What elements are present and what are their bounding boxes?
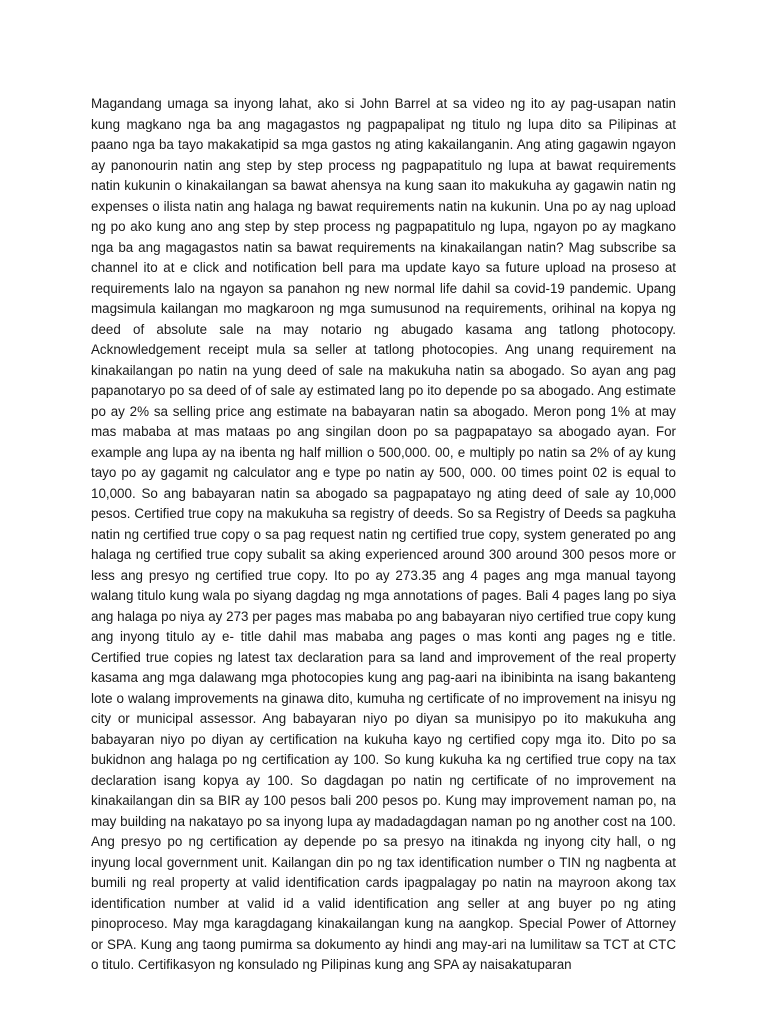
body-paragraph: Magandang umaga sa inyong lahat, ako si John Barrel at sa video ng ito ay pag-usapan natin kung magkano nga ba ang magagastos ng pagpapalipat ng titulo ng lupa dito sa Pilipinas at paano nga ba tayo makakatipid sa mga gastos ng ating kakailanganin. Ang ating gagawin ngayon ay panonourin natin ang step by step process ng pagpapatitulo ng lupa at bawat requirements natin kukunin o kinakailangan sa bawat ahensya na kung saan ito makukuha ay gagawin natin ng expenses o ilista natin ang halaga ng bawat requirements natin na kukunin. Una po ay nag upload ng po ako kung ano ang step by step process ng pagpapatitulo ng lupa, ngayon po ay magkano nga ba ang magagastos natin sa bawat requirements na kinakailangan natin? Mag subscribe sa channel ito at e click and notification bell para ma update kayo sa future upload na proseso at requirements lalo na ngayon sa panahon ng new normal life dahil sa covid-19 pandemic. Upang magsimula kailangan mo magkaroon ng mga sumusunod na requirements, orihinal na kopya ng deed of absolute sale na may notario ng abugado kasama ang tatlong photocopy. Acknowledgement receipt mula sa seller at tatlong photocopies. Ang unang requirement na kinakailangan po natin na yung deed of sale na makukuha natin sa abogado. So ayan ang pag papanotaryo po sa deed of of sale ay estimated lang po ito depende po sa abogado. Ang estimate po ay 2% sa selling price ang estimate na babayaran natin sa abogado. Meron pong 1% at may mas mababa at mas mataas po ang singilan doon po sa pagpapatayo sa abogado ayan. For example ang lupa ay na ibenta ng half million o 500,000. 00, e multiply po natin sa 2% of ay kung tayo po ay gagamit ng calculator ang e type po natin ay 500, 000. 00 times point 02 is equal to 10,000. So ang babayaran natin sa abogado sa pagpapatayo ng ating deed of sale ay 10,000 pesos. Certified true copy na makukuha sa registry of deeds. So sa Registry of Deeds sa pagkuha natin ng certified true copy o sa pag request natin ng certified true copy, system generated po ang halaga ng certified true copy subalit sa aking experienced around 300 around 300 pesos more or less ang presyo ng certified true copy. Ito po ay 273.35 ang 4 pages ang mga manual tayong walang titulo kung wala po siyang dagdag ng mga annotations of pages. Bali 4 pages lang po siya ang halaga po niya ay 273 per pages mas mababa po ang babayaran niyo certified true copy kung ang inyong titulo ay e- title dahil mas mababa ang pages o mas konti ang pages ng e title. Certified true copies ng latest tax declaration para sa land and improvement of the real property kasama ang mga dalawang mga photocopies kung ang pag-aari na ibinibinta na isang bakanteng lote o walang improvements na ginawa dito, kumuha ng certificate of no improvement na inisyu ng city or municipal assessor. Ang babayaran niyo po diyan sa munisipyo po ito makukuha ang babayaran niyo po diyan ay certification na kukuha kayo ng certified copy mga ito. Dito po sa bukidnon ang halaga po ng certification ay 100. So kung kukuha ka ng certified true copy na tax declaration isang kopya ay 100. So dagdagan po natin ng certificate of no improvement na kinakailangan din sa BIR ay 100 pesos bali 200 pesos po. Kung may improvement naman po, na may building na nakatayo po sa inyong lupa ay madadagdagan naman po ng another cost na 100. Ang presyo po ng certification ay depende po sa presyo na itinakda ng inyong city hall, o ng inyung local government unit. Kailangan din po ng tax identification number o TIN ng nagbenta at bumili ng real property at valid identification cards ipagpalagay po natin na mayroon akong tax identification number at valid id a valid identification ang seller at ang buyer po ng ating pinoproceso. May mga karagdagang kinakailangan kung na aangkop. Special Power of Attorney or SPA. Kung ang taong pumirma sa dokumento ay hindi ang may-ari na lumilitaw sa TCT at CTC o titulo. Certifikasyon ng konsulado ng Pilipinas kung ang SPA ay naisakatuparan xyxy=(91,96,676,972)
